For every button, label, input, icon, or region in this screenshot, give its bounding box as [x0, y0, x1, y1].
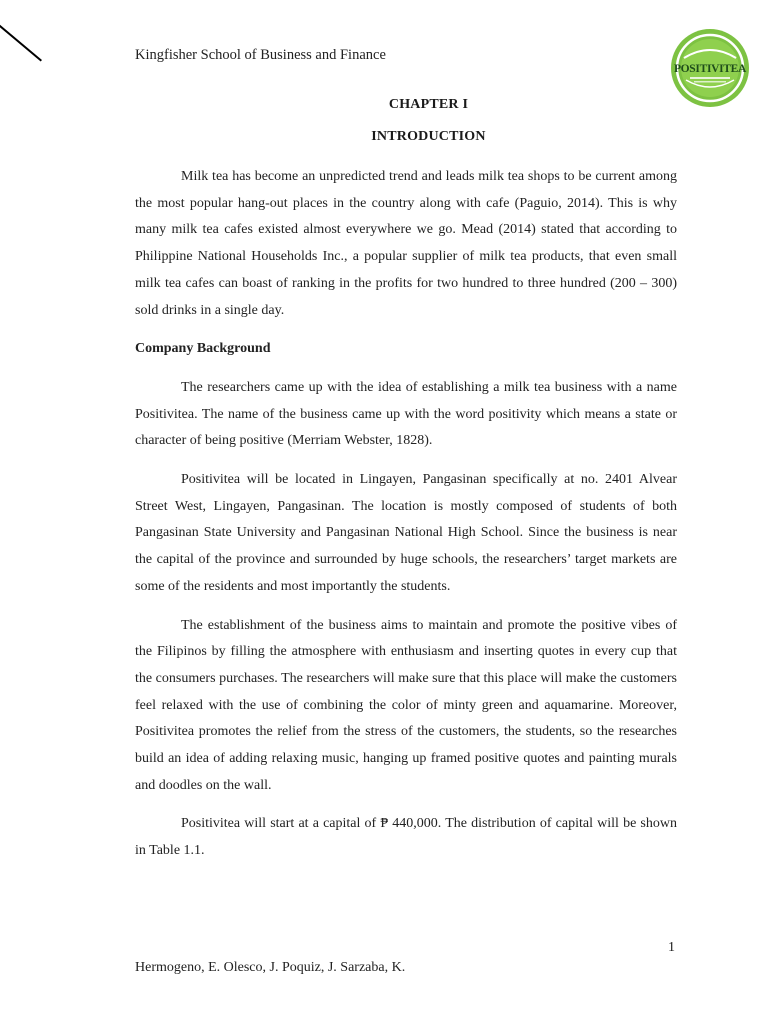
school-header: Kingfisher School of Business and Finance [135, 47, 386, 63]
intro-paragraph: Milk tea has become an unpredicted trend and leads milk tea shops to be current among the most popular hang-out places in the country along with cafe (Paguio, 2014). This is why many milk tea cafes existed almost everywhere we go. Mead (2014) stated that according to Philippine National Households Inc., a popular supplier of milk tea products, that even small milk tea cafes can boast of ranking in the profits for two hundred to three hundred (200 – 300) sold drinks in a single day. [135, 169, 677, 318]
positivitea-logo [670, 28, 750, 108]
authors-footer: Hermogeno, E. Olesco, J. Poquiz, J. Sarzaba, K. [135, 960, 406, 975]
chapter-number: CHAPTER I [388, 97, 469, 112]
paragraph-location: Positivitea will be located in Lingayen, Pangasinan specifically at no. 2401 Alvear Street West, Lingayen, Pangasinan. The location is mostly composed of students of both Pangasinan State University and Pangasinan National High School. Since the business is near the capital of the province and surrounded by huge schools, the researchers’ target markets are some of the residents and most importantly the students. [135, 472, 677, 594]
section-heading: Company Background [135, 341, 271, 357]
paragraph-capital: Positivitea will start at a capital of ₱ 440,000. The distribution of capital will be shown in Table 1.1. [135, 816, 677, 859]
paragraph-name-origin: The researchers came up with the idea of establishing a milk tea business with a name Positivitea. The name of the business came up with the word positivity which means a state or character of being positive (Merriam Webster, 1828). [135, 379, 677, 449]
svg-text:POSITIVITEA: POSITIVITEA [673, 63, 747, 75]
paragraph-aims: The establishment of the business aims to maintain and promote the positive vibes of the Filipinos by filling the atmosphere with enthusiasm and inserting quotes in every cup that the consumers purchases. The researchers will make sure that this place will make the customers feel relaxed with the use of combining the color of minty green and aquamarine. Moreover, Positivitea promotes the relief from the stress of the customers, the students, so the researches build an idea of adding relaxing music, hanging up framed positive quotes and painting murals and doodles on the wall. [135, 617, 677, 793]
corner-mark [0, 20, 42, 61]
document-body [135, 164, 677, 877]
page-number: 1 [668, 940, 675, 955]
chapter-title: INTRODUCTION [371, 129, 486, 144]
